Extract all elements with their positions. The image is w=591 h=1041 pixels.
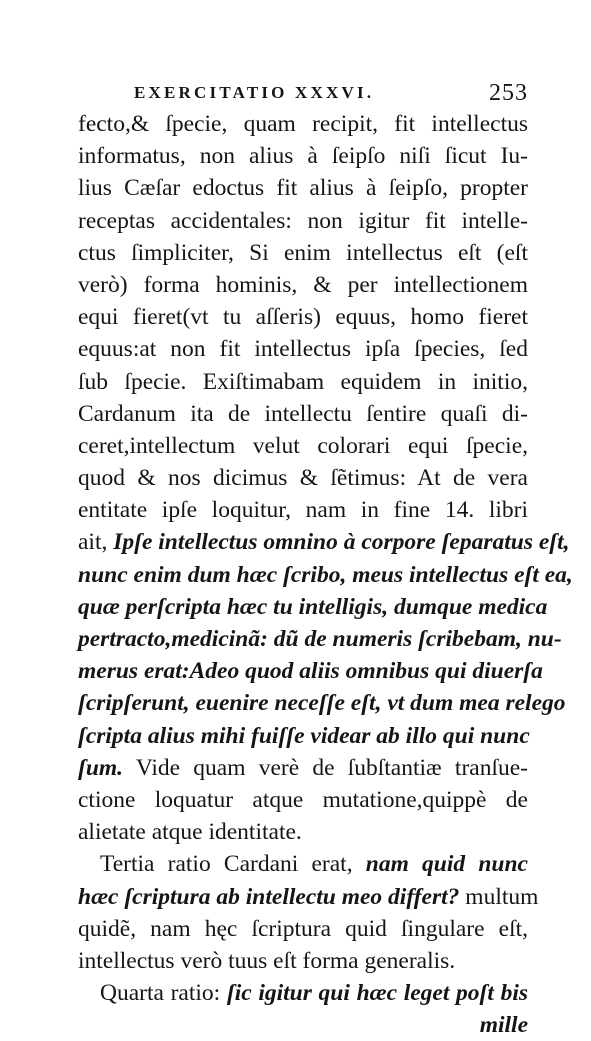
- text-run: Quarta ratio:: [100, 980, 227, 1007]
- italic-text-run: ſic igitur qui hæc leget poſt bis: [226, 980, 528, 1007]
- text-run: ceret,intellectum velut colorari equi ſpecie,: [78, 432, 528, 459]
- text-line: [78, 816, 528, 848]
- text-run: multum: [459, 883, 539, 910]
- italic-text-run: ſcripſerunt, euenire neceſſe eſt, vt dum mea relego: [78, 690, 566, 717]
- text-run: lius Cæſar edoctus fit alius à ſeipſo, propter: [78, 175, 528, 202]
- text-run: intellectus verò tuus eſt forma generalis.: [78, 947, 456, 974]
- text-line: [78, 1009, 528, 1041]
- italic-text-run: mille: [479, 1012, 528, 1039]
- text-line: [78, 526, 570, 558]
- text-line: [78, 462, 528, 494]
- text-run: verò) forma hominis, & per intellectionem: [78, 271, 528, 298]
- text-line: [78, 108, 528, 140]
- text-line: [78, 720, 528, 752]
- text-run: informatus, non alius à ſeipſo niſi ſicut Iu-: [78, 143, 528, 170]
- text-line: [78, 945, 528, 977]
- text-line: [78, 333, 528, 365]
- italic-text-run: pertracto,medicinã: dũ de numeris ſcribebam, nu-: [78, 626, 562, 652]
- text-run: equus:at non fit intellectus ipſa ſpecies, ſed: [78, 336, 528, 363]
- text-line: [78, 205, 528, 237]
- text-line: [78, 784, 528, 816]
- text-line: [78, 140, 528, 172]
- text-run: Vide quam verè de ſubſtantiæ tranſue-: [123, 754, 528, 781]
- text-line: [78, 752, 528, 784]
- text-line: [78, 366, 528, 398]
- text-run: Cardanum ita de intellectu ſentire quaſi di-: [78, 400, 528, 427]
- text-line: [78, 848, 528, 880]
- text-run: ſub ſpecie. Exiſtimabam equidem in initio,: [78, 368, 528, 395]
- running-head: [128, 80, 528, 106]
- running-title: EXERCITATIO XXXVI.: [134, 83, 375, 102]
- text-line: [78, 398, 528, 430]
- text-run: ctione loquatur atque mutatione,quippè de: [78, 786, 528, 813]
- text-run: entitate ipſe loquitur, nam in fine 14. libri: [78, 497, 528, 524]
- italic-text-run: ſcripta alius mihi fuiſſe videar ab illo qui nunc: [78, 722, 530, 749]
- italic-text-run: quæ perſcripta hæc tu intelligis, dumque medica: [78, 593, 548, 620]
- text-line: [78, 623, 562, 655]
- text-run: quidẽ, nam hęc ſcriptura quid ſingulare eſt,: [78, 915, 528, 942]
- text-run: ctus ſimpliciter, Si enim intellectus eſt (eſt: [78, 239, 528, 266]
- italic-text-run: nunc enim dum hæc ſcribo, meus intellectus eſt ea,: [78, 561, 573, 588]
- text-line: [78, 172, 528, 204]
- italic-text-run: hæc ſcriptura ab intellectu meo differt?: [78, 883, 460, 910]
- italic-text-run: ſum.: [78, 754, 124, 781]
- italic-text-run: nam quid nunc: [365, 851, 528, 878]
- text-line: [78, 494, 528, 526]
- text-line: [78, 430, 528, 462]
- text-line: [78, 913, 528, 945]
- italic-text-run: merus erat:Adeo quod aliis omnibus qui diuerſa: [78, 658, 543, 685]
- page-number: 253: [489, 80, 528, 106]
- text-line: [78, 237, 528, 269]
- text-run: Tertia ratio Cardani erat,: [100, 851, 366, 878]
- text-run: equi fieret(vt tu aſſeris) equus, homo fieret: [78, 304, 528, 331]
- text-line: [78, 687, 566, 719]
- text-line: [78, 301, 528, 333]
- text-run: ait,: [78, 529, 114, 556]
- text-run: alietate atque identitate.: [78, 819, 302, 846]
- text-line: [78, 559, 573, 591]
- text-line: [78, 269, 528, 301]
- text-line: [78, 655, 543, 687]
- text-line: [78, 881, 539, 913]
- text-line: [78, 591, 548, 623]
- body-text: [78, 108, 573, 1041]
- text-line: [78, 977, 528, 1009]
- text-run: quod & nos dicimus & ſẽtimus: At de vera: [78, 465, 528, 492]
- italic-text-run: Ipſe intellectus omnino à corpore ſeparatus eſt,: [113, 529, 570, 556]
- text-run: fecto,& ſpecie, quam recipit, fit intellectus: [78, 111, 528, 137]
- text-run: receptas accidentales: non igitur fit intelle-: [78, 207, 528, 234]
